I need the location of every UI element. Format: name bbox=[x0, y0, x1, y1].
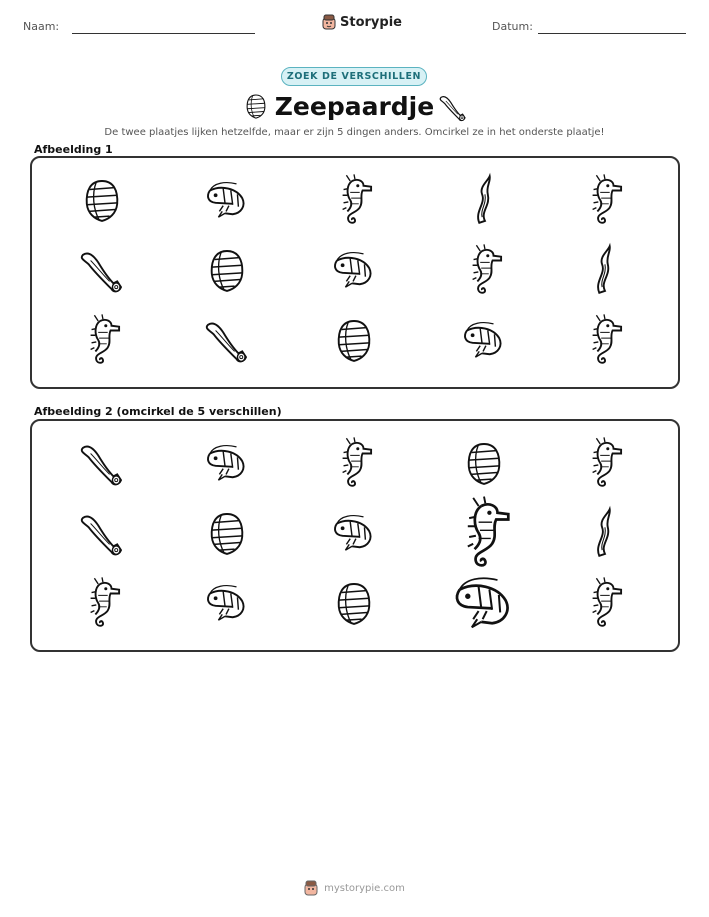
shell-icon bbox=[326, 312, 382, 368]
shell-icon bbox=[74, 172, 130, 228]
seahorse-icon[interactable] bbox=[576, 575, 632, 631]
seahorse-icon[interactable] bbox=[447, 496, 521, 570]
brand-name: Storypie bbox=[340, 14, 402, 30]
driftwood-icon[interactable] bbox=[74, 435, 130, 491]
picture1-panel bbox=[30, 156, 680, 389]
seahorse-icon[interactable] bbox=[326, 435, 382, 491]
shrimp-icon[interactable] bbox=[447, 566, 521, 640]
shrimp-icon bbox=[326, 242, 382, 298]
seahorse-icon bbox=[74, 312, 130, 368]
driftwood-icon bbox=[199, 312, 255, 368]
seahorse-icon bbox=[326, 172, 382, 228]
shrimp-icon bbox=[456, 312, 512, 368]
page-title: Zeepaardje bbox=[274, 92, 435, 121]
worksheet-type-badge: ZOEK DE VERSCHILLEN bbox=[281, 67, 427, 86]
name-field[interactable] bbox=[72, 33, 255, 34]
seaweed-icon[interactable] bbox=[576, 505, 632, 561]
seahorse-icon bbox=[576, 312, 632, 368]
shell-icon[interactable] bbox=[326, 575, 382, 631]
storypie-mascot-icon bbox=[322, 14, 336, 30]
footer bbox=[0, 880, 709, 896]
date-label: Datum: bbox=[492, 20, 533, 33]
seaweed-icon bbox=[456, 172, 512, 228]
driftwood-icon bbox=[436, 92, 470, 122]
driftwood-icon[interactable] bbox=[74, 505, 130, 561]
instructions: De twee plaatjes lijken hetzelfde, maar er zijn 5 dingen anders. Omcirkel ze in het onderste plaatje! bbox=[104, 127, 605, 138]
shrimp-icon[interactable] bbox=[326, 505, 382, 561]
driftwood-icon bbox=[74, 242, 130, 298]
shrimp-icon[interactable] bbox=[199, 575, 255, 631]
footer-site: mystorypie.com bbox=[324, 882, 405, 894]
picture2-panel[interactable] bbox=[30, 419, 680, 652]
picture2-label: Afbeelding 2 (omcirkel de 5 verschillen) bbox=[34, 405, 282, 418]
shell-icon[interactable] bbox=[456, 435, 512, 491]
shell-icon bbox=[199, 242, 255, 298]
brand-logo bbox=[322, 14, 402, 30]
storypie-mascot-icon bbox=[304, 880, 318, 896]
shrimp-icon[interactable] bbox=[199, 435, 255, 491]
picture1-label: Afbeelding 1 bbox=[34, 143, 113, 156]
seahorse-icon[interactable] bbox=[576, 435, 632, 491]
date-field[interactable] bbox=[538, 33, 686, 34]
seaweed-icon bbox=[576, 242, 632, 298]
seahorse-icon bbox=[576, 172, 632, 228]
shell-icon[interactable] bbox=[199, 505, 255, 561]
shrimp-icon bbox=[199, 172, 255, 228]
name-label: Naam: bbox=[23, 20, 60, 33]
seahorse-icon[interactable] bbox=[74, 575, 130, 631]
seahorse-icon bbox=[456, 242, 512, 298]
